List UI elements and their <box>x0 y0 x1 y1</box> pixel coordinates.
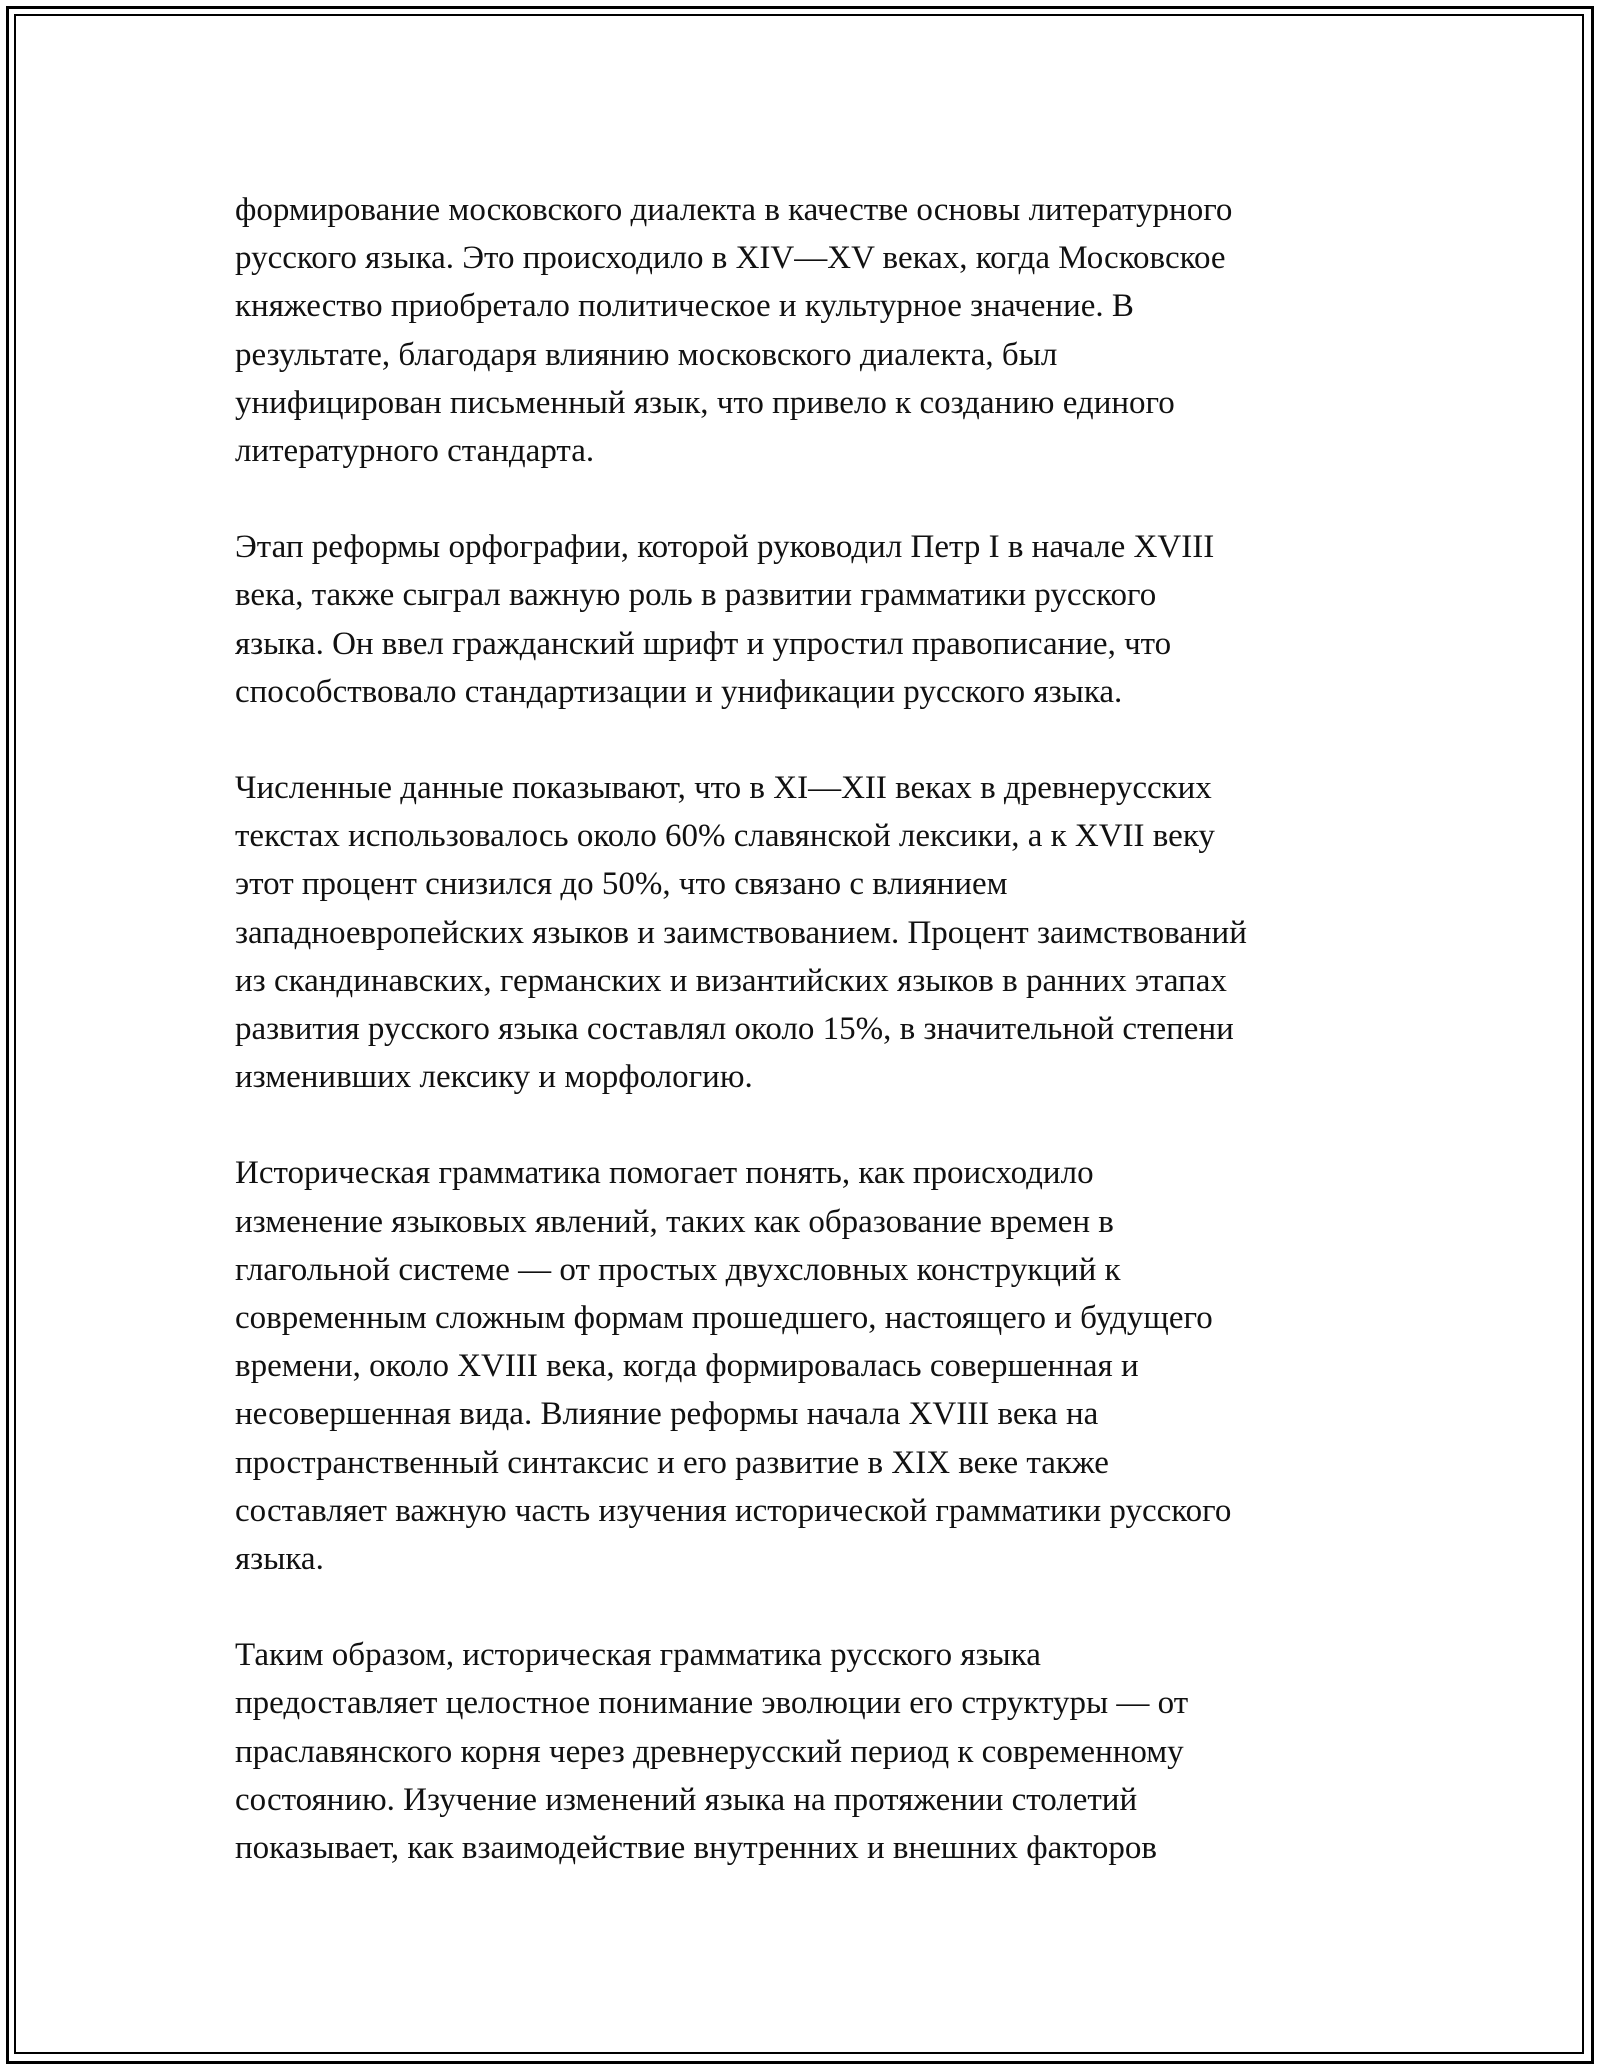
paragraph-orthography-reform: Этап реформы орфографии, которой руководил Петр I в начале XVIII века, также сыграл важную роль в развитии грамматики русского языка. Он ввел гражданский шрифт и упростил правописание, что способствовало стандартизации и унификации русского языка. <box>235 529 1215 710</box>
paragraph-moscow-dialect: формирование московского диалекта в качестве основы литературного русского языка. Это происходило в XIV—XV веках, когда Московское княжество приобретало политическое и культурное значение. В результате, благодаря влиянию московского диалекта, был унифицирован письменный язык, что привело к созданию единого литературного стандарта. <box>235 192 1233 470</box>
document-body <box>235 186 1395 1920</box>
paragraph-numeric-data: Численные данные показывают, что в XI—XII веках в древнерусских текстах использовалось около 60% славянской лексики, а к XVII веку этот процент снизился до 50%, что связано с влиянием западноевропейских языков и заимствованием. Процент заимствований из скандинавских, германских и византийских языков в ранних этапах развития русского языка составлял около 15%, в значительной степени изменивших лексику и морфологию. <box>235 770 1247 1096</box>
paragraph-conclusion: Таким образом, историческая грамматика русского языка предоставляет целостное понимание эволюции его структуры — от праславянского корня через древнерусский период к современному состоянию. Изучение изменений языка на протяжении столетий показывает, как взаимодействие внутренних и внешних факторов <box>235 1637 1189 1867</box>
paragraph-historical-grammar: Историческая грамматика помогает понять, как происходило изменение языковых явлений, таких как образование времен в глагольной системе — от простых двухсловных конструкций к современным сложным формам прошедшего, настоящего и будущего времени, около XVIII века, когда формировалась совершенная и несовершенная вида. Влияние реформы начала XVIII века на пространственный синтаксис и его развитие в XIX веке также составляет важную часть изучения исторической грамматики русского языка. <box>235 1155 1232 1578</box>
